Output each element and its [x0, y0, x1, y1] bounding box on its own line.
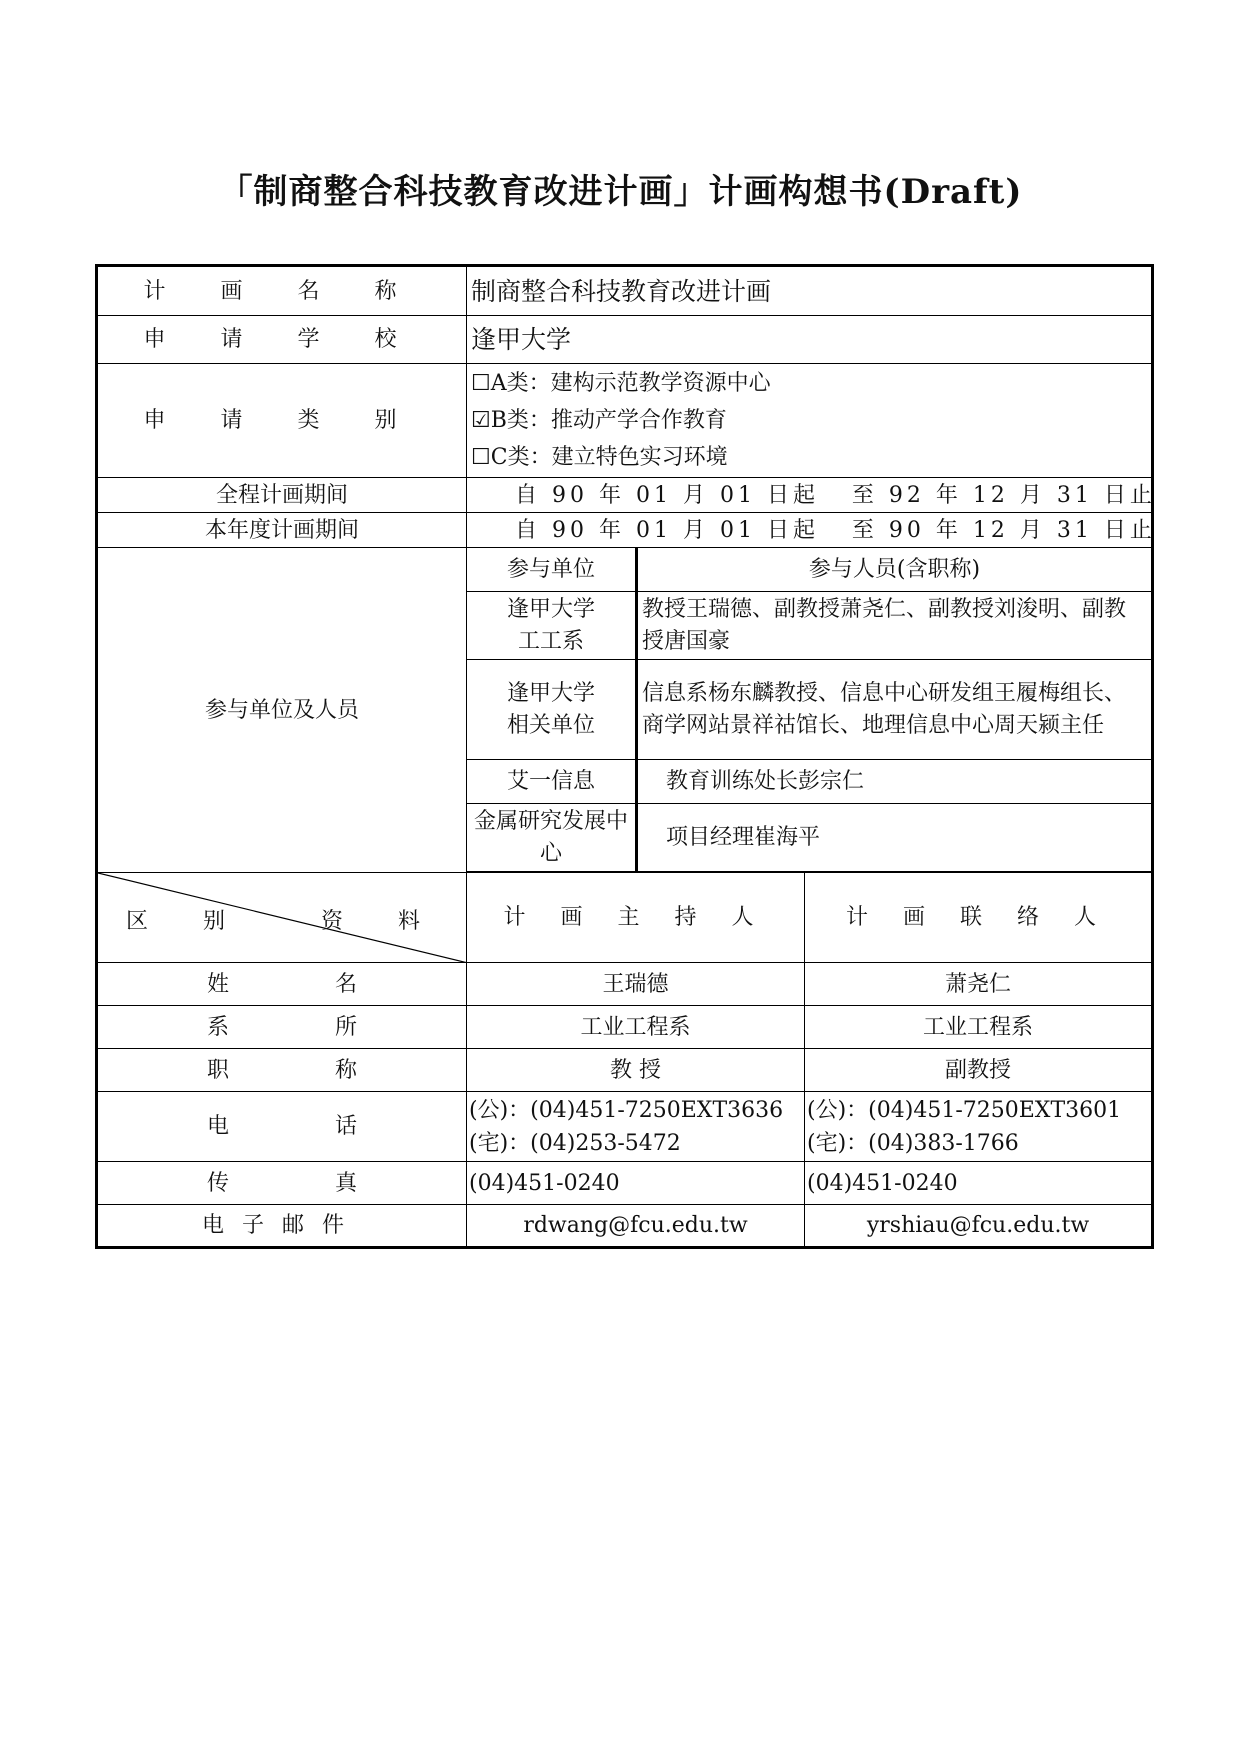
participant-people: 信息系杨东麟教授、信息中心研发组王履梅组长、商学网站景祥祜馆长、地理信息中心周天颍主任 [637, 660, 1153, 760]
contact-row-email [97, 1205, 1153, 1248]
liaison-phone-home: (宅)：(04)383-1766 [807, 1130, 1019, 1156]
category-label: 申 请 类 别 [97, 364, 467, 478]
checkbox-checked-icon[interactable]: ☑ [471, 408, 491, 433]
contact-row-dept [97, 1006, 1153, 1049]
checkbox-unchecked-icon[interactable]: ☐ [471, 371, 491, 396]
category-row [97, 364, 1153, 478]
school-value: 逢甲大学 [467, 316, 1153, 364]
row-label: 职称 [207, 1057, 357, 1083]
participant-people: 教授王瑞德、副教授萧尧仁、副教授刘浚明、副教授唐国豪 [637, 592, 1153, 660]
participant-unit: 金属研究发展中心 [467, 804, 637, 872]
contacts-header-row [97, 873, 1153, 963]
liaison-fax: (04)451-0240 [805, 1162, 1153, 1205]
year-period-row [97, 513, 1153, 548]
plan-name-row [97, 266, 1153, 316]
host-phone [467, 1092, 805, 1162]
liaison-header: 计 画 联 络 人 [805, 873, 1153, 963]
row-label: 系所 [207, 1014, 357, 1040]
row-label: 姓名 [207, 971, 357, 997]
host-phone-office: (公)：(04)451-7250EXT3636 [469, 1097, 784, 1123]
contact-row-title [97, 1049, 1153, 1092]
category-option-c-text: C类：建立特色实习环境 [490, 445, 728, 470]
proposal-form-table [95, 264, 1154, 1249]
participant-people: 项目经理崔海平 [637, 804, 1153, 872]
document-title: 「制商整合科技教育改进计画」计画构想书(Draft) [218, 172, 1023, 212]
people-header: 参与人员(含职称) [637, 548, 1153, 592]
row-label: 传真 [207, 1170, 357, 1196]
contact-row-phone [97, 1092, 1153, 1162]
school-label: 申 请 学 校 [97, 316, 467, 364]
row-label: 电话 [207, 1114, 357, 1139]
participants-header-row [97, 548, 1153, 592]
liaison-name: 萧尧仁 [805, 963, 1153, 1006]
year-period-value: 自 90 年 01 月 01 日起 至 90 年 12 月 31 日止 [467, 513, 1153, 548]
host-header: 计 画 主 持 人 [467, 873, 805, 963]
contact-row-name [97, 963, 1153, 1006]
school-row [97, 316, 1153, 364]
category-options [467, 364, 1153, 478]
full-period-row [97, 478, 1153, 513]
corner-cell [97, 873, 467, 963]
unit-header: 参与单位 [467, 548, 637, 592]
corner-left-label: 区 别 [126, 909, 249, 934]
checkbox-unchecked-icon[interactable]: ☐ [471, 445, 491, 470]
category-option-b-text: B类：推动产学合作教育 [490, 408, 727, 433]
host-email[interactable]: rdwang@fcu.edu.tw [467, 1205, 805, 1248]
liaison-phone [805, 1092, 1153, 1162]
host-phone-home: (宅)：(04)253-5472 [469, 1130, 681, 1156]
category-option-a[interactable] [471, 365, 1147, 402]
corner-right-label: 资 料 [321, 909, 444, 934]
host-fax: (04)451-0240 [467, 1162, 805, 1205]
full-period-label: 全程计画期间 [97, 478, 467, 513]
participant-people: 教育训练处长彭宗仁 [637, 760, 1153, 804]
host-title: 教 授 [467, 1049, 805, 1092]
category-option-b[interactable] [471, 402, 1147, 439]
year-period-label: 本年度计画期间 [97, 513, 467, 548]
row-label: 电子邮件 [201, 1213, 362, 1238]
host-name: 王瑞德 [467, 963, 805, 1006]
liaison-email[interactable]: yrshiau@fcu.edu.tw [805, 1205, 1153, 1248]
liaison-title: 副教授 [805, 1049, 1153, 1092]
plan-name-label: 计 画 名 称 [97, 266, 467, 316]
full-period-value: 自 90 年 01 月 01 日起 至 92 年 12 月 31 日止 [467, 478, 1153, 513]
plan-name-value: 制商整合科技教育改进计画 [467, 266, 1153, 316]
participant-unit: 逢甲大学 工工系 [467, 592, 637, 660]
contact-row-fax [97, 1162, 1153, 1205]
liaison-dept: 工业工程系 [805, 1006, 1153, 1049]
participants-label: 参与单位及人员 [97, 548, 467, 873]
participant-unit: 艾一信息 [467, 760, 637, 804]
category-option-c[interactable] [471, 439, 1147, 476]
host-dept: 工业工程系 [467, 1006, 805, 1049]
liaison-phone-office: (公)：(04)451-7250EXT3601 [807, 1097, 1122, 1123]
category-option-a-text: A类：建构示范教学资源中心 [490, 371, 771, 396]
participant-unit: 逢甲大学 相关单位 [467, 660, 637, 760]
